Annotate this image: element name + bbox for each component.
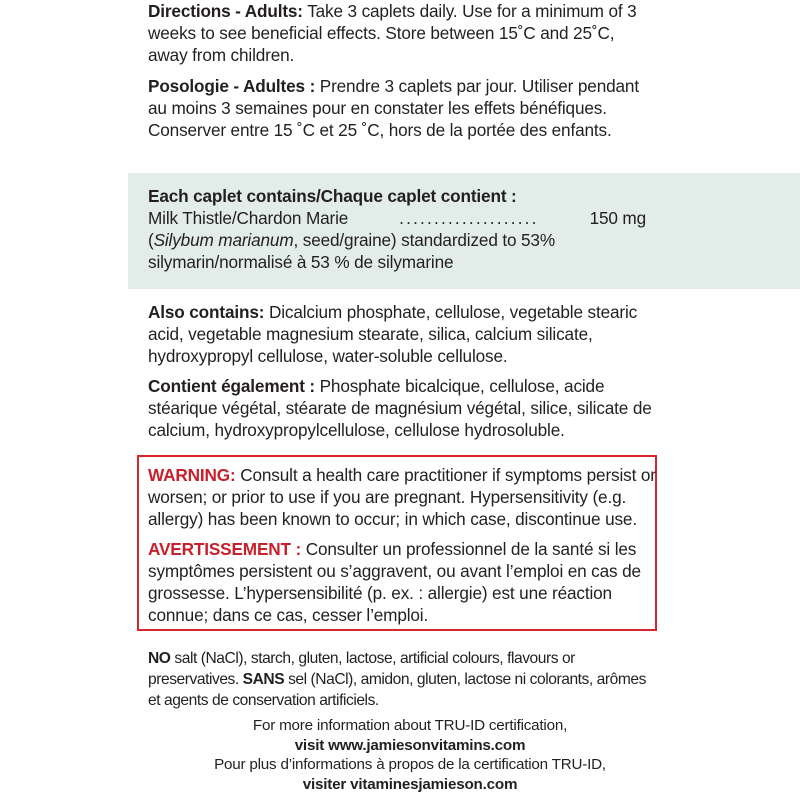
ingredient-row [148, 207, 646, 229]
directions-english [148, 0, 658, 66]
avertissement-section [148, 538, 658, 626]
warning-en-text: Consult a health care practitioner if symptoms persist or worsen; or prior to use if you are pregnant. Hypersensitivity (e.g. allergy) has been known to occur; in which case, discontinue use. [148, 465, 656, 529]
free-from-section [148, 648, 658, 711]
warning-french [148, 538, 658, 626]
directions-french [148, 75, 658, 141]
warning-english [148, 464, 658, 530]
caplet-contents [148, 185, 658, 273]
leader-dots: .................... [399, 208, 539, 228]
warning-fr-label: AVERTISSEMENT : [148, 539, 302, 559]
footer-website-en: visit www.jamiesonvitamins.com [294, 736, 526, 754]
free-from-en-label: NO [148, 650, 171, 667]
directions-en-label: Directions - Adults: [148, 1, 303, 21]
directions-fr-label: Posologie - Adultes : [148, 76, 316, 96]
latin-name: Silybum marianum [153, 230, 294, 250]
caplet-heading: Each caplet contains/Chaque caplet contient : [148, 186, 517, 206]
ingredient-detail: (Silybum marianum, seed/graine) standardized to 53% silymarin/normalisé à 53 % de silymarine [148, 230, 555, 272]
ingredient-name: Milk Thistle/Chardon Marie [148, 208, 349, 228]
also-contains-en-text: Dicalcium phosphate, cellulose, vegetable stearic acid, vegetable magnesium stearate, silica, calcium silicate, hydroxypropyl cellulose, water-soluble cellulose. [148, 302, 638, 366]
directions-fr-text: Prendre 3 caplets par jour. Utiliser pendant au moins 3 semaines pour en constater les effets bénéfiques. Conserver entre 15 ˚C et 25 ˚C, hors de la portée des enfants. [148, 76, 639, 140]
footer-website-fr: visiter vitaminesjamieson.com [302, 775, 518, 793]
also-contains-section [148, 301, 658, 367]
free-from-fr-label: SANS [242, 671, 285, 688]
warning-fr-text: Consulter un professionnel de la santé si les symptômes persistent ou s’aggravent, ou avant l’emploi en cas de grossesse. L’hypersensibilité (p. ex. : allergie) est une réaction connue; dans ce cas, cesser l’emploi. [148, 539, 641, 625]
certification-footer [180, 716, 640, 794]
ingredient-amount: 150 mg [589, 208, 646, 228]
also-contains-french [148, 375, 658, 441]
also-contains-fr-label: Contient également : [148, 376, 315, 396]
posologie-section [148, 75, 658, 141]
contient-section [148, 375, 658, 441]
footer-line-1: For more information about TRU-ID certification, [252, 717, 568, 734]
footer-line-3: Pour plus d’informations à propos de la certification TRU-ID, [214, 756, 606, 773]
also-contains-english [148, 301, 658, 367]
directions-en-text: Take 3 caplets daily. Use for a minimum of 3 weeks to see beneficial effects. Store between 15˚C and 25˚C, away from children. [148, 1, 637, 65]
also-contains-fr-text: Phosphate bicalcique, cellulose, acide stéarique végétal, stéarate de magnésium végétal, silice, silicate de calcium, hydroxypropylcellulose, cellulose hydrosoluble. [148, 376, 652, 440]
free-from-text [148, 648, 658, 711]
directions-section [148, 0, 658, 66]
free-from-en-text: salt (NaCl), starch, gluten, lactose, artificial colours, flavours or preservatives. [148, 650, 575, 688]
ingredient-detail-text: , seed/graine) standardized to 53% silymarin/normalisé à 53 % de silymarine [148, 230, 555, 272]
free-from-fr-text: sel (NaCl), amidon, gluten, lactose ni colorants, arômes et agents de conservation artificiels. [148, 671, 646, 709]
warning-en-label: WARNING: [148, 465, 236, 485]
warning-section [148, 464, 658, 530]
also-contains-en-label: Also contains: [148, 302, 265, 322]
